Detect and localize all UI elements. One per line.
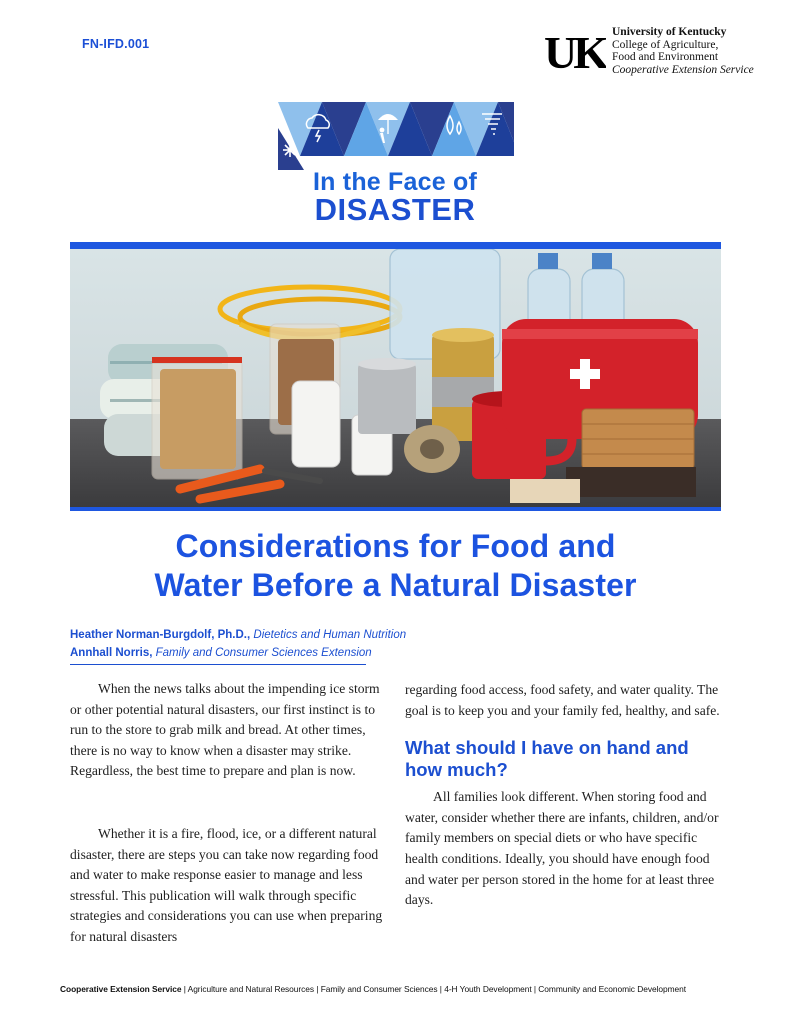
emergency-supplies-photo <box>70 249 721 507</box>
series-title-line2: DISASTER <box>314 192 476 227</box>
crackers <box>582 409 694 469</box>
paragraph-steps: Whether it is a fire, flood, ice, or a different natural disaster, there are steps you can take now regarding food and water to make response easier to manage and less stressful. This publication will walk through specific strategies and considerations you can use when preparing for natural disasters <box>70 825 383 944</box>
author-2-department: Family and Consumer Sciences Extension <box>155 647 372 659</box>
main-title-line1: Considerations for Food and <box>175 528 616 564</box>
author-divider <box>70 664 366 665</box>
tape-roll <box>404 425 460 473</box>
footer <box>60 984 740 994</box>
main-title-line2: Water Before a Natural Disaster <box>154 567 637 603</box>
paragraph-on-hand: All families look different. When storing food and water, consider whether there are infants, children, and/or family members on special diets or who have specific health conditions. Ideally, you should have enough food and water per person stored in the home for at least three days. <box>405 789 719 908</box>
section-heading: What should I have on hand and how much? <box>405 737 689 781</box>
author-1-name: Heather Norman-Burgdolf, Ph.D., <box>70 629 251 641</box>
extension-service: Cooperative Extension Service <box>612 63 754 76</box>
main-title <box>70 527 721 605</box>
author-1 <box>70 629 406 641</box>
footer-lead: Cooperative Extension Service <box>60 984 182 994</box>
college-name-line1: College of Agriculture, <box>612 38 719 51</box>
paragraph-intro: When the news talks about the impending ice storm or other potential natural disasters, our first instinct is to run to the store to grab milk and bread. At other times, there is no way to know when a disaster may strike. Regardless, the best time to prepare and plan is now. <box>70 681 380 779</box>
university-block <box>612 26 754 76</box>
snowflake-icon <box>283 143 297 157</box>
footer-programs: | Agriculture and Natural Resources | Family and Consumer Sciences | 4-H Youth Development | Community and Economic Development <box>183 984 687 994</box>
university-name: University of Kentucky <box>612 26 727 38</box>
uk-logo-letters: UK <box>544 27 605 74</box>
document-code: FN-IFD.001 <box>82 37 150 51</box>
author-2 <box>70 647 372 659</box>
college-name-line2: Food and Environment <box>612 51 719 63</box>
series-banner <box>278 102 514 170</box>
series-title-line1: In the Face of <box>313 168 477 196</box>
author-1-department: Dietetics and Human Nutrition <box>253 629 407 641</box>
photo-border-bottom <box>70 507 721 511</box>
body-column-right <box>405 680 721 911</box>
paragraph-continued: regarding food access, food safety, and water quality. The goal is to keep you and your family fed, healthy, and safe. <box>405 682 720 718</box>
author-2-name: Annhall Norris, <box>70 647 153 659</box>
photo-border-top <box>70 242 721 249</box>
body-column-left <box>70 679 386 948</box>
uk-logo <box>544 26 606 74</box>
